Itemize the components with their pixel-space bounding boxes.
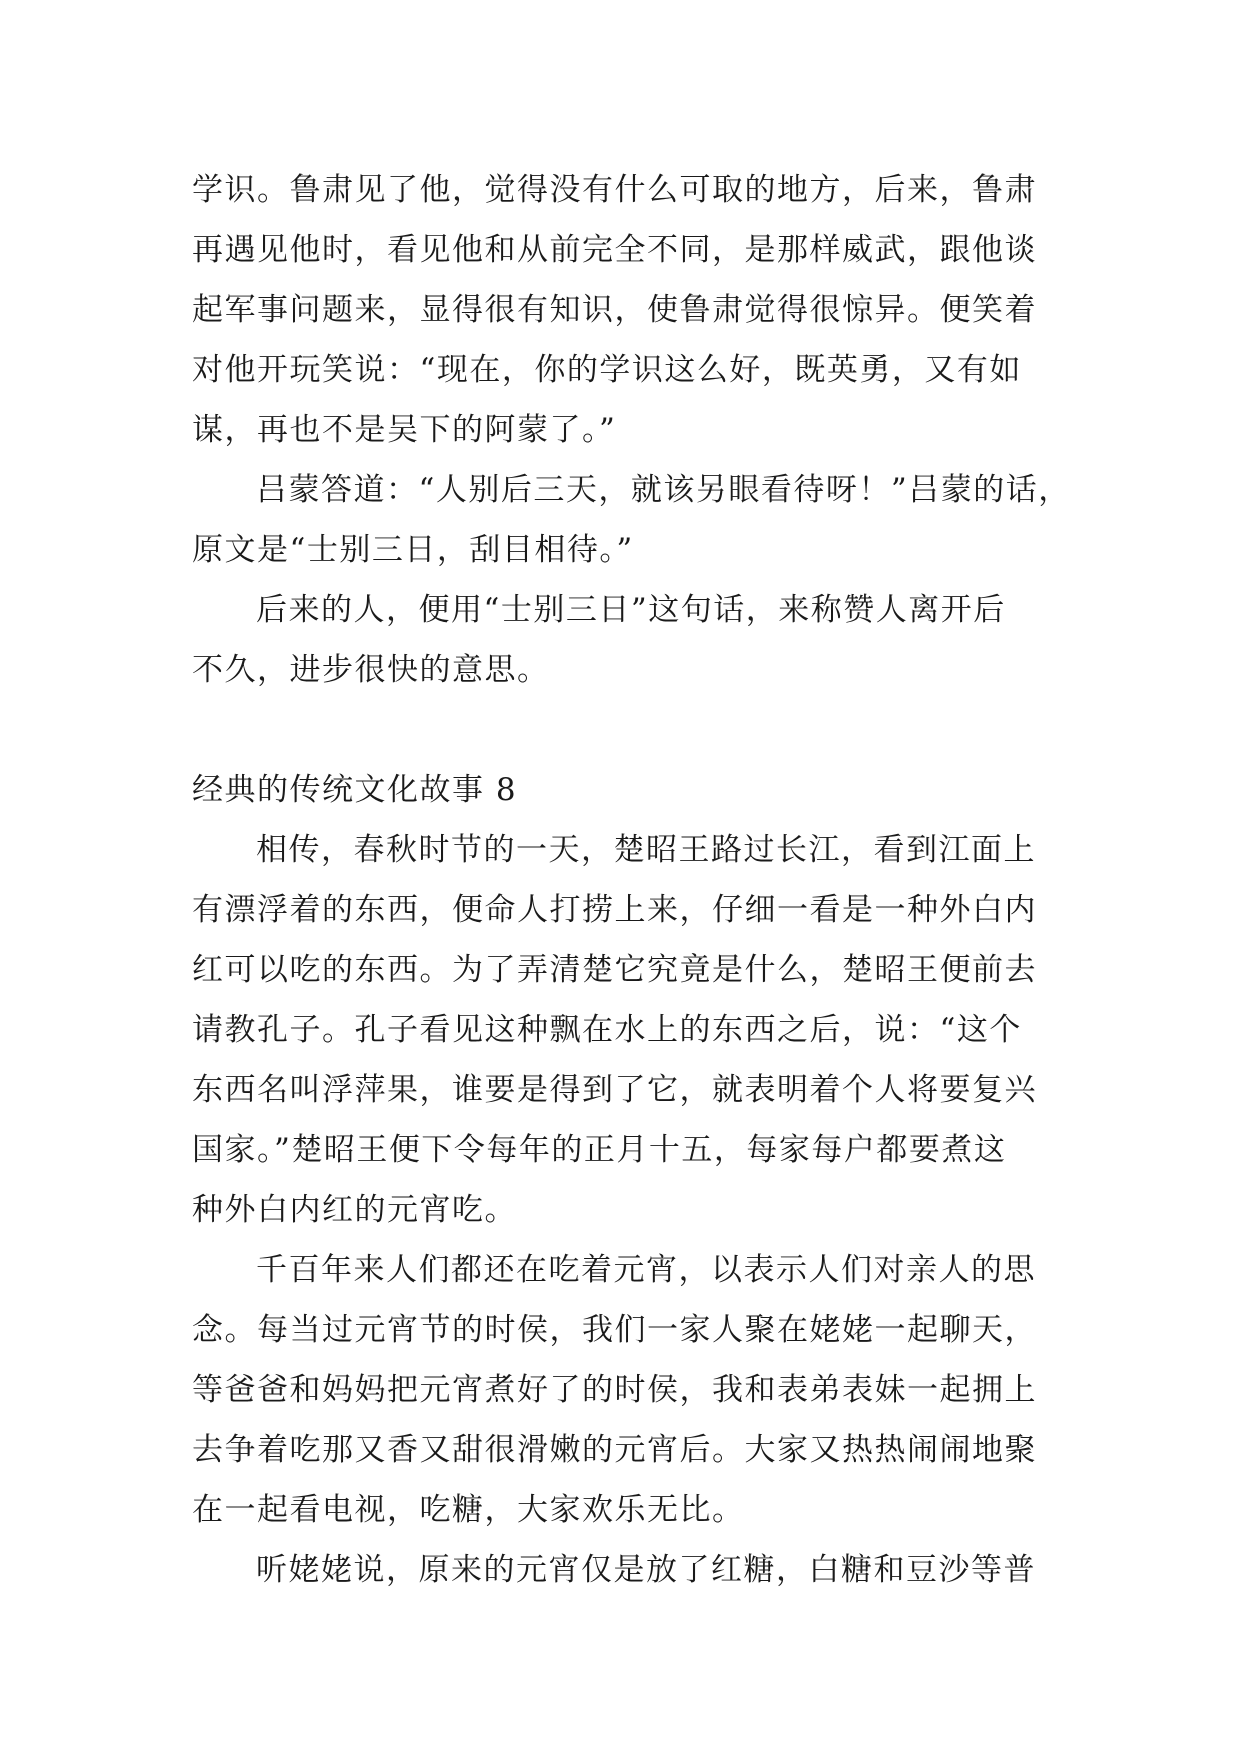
text-line: 在一起看电视，吃糖，大家欢乐无比。	[192, 1492, 745, 1528]
text-line: 请教孔子。孔子看见这种飘在水上的东西之后，说：“这个	[192, 1012, 1022, 1048]
text-line: 种外白内红的元宵吃。	[192, 1192, 517, 1228]
text-line: 有漂浮着的东西，便命人打捞上来，仔细一看是一种外白内	[192, 892, 1037, 928]
text-line: 后来的人，便用“士别三日”这句话，来称赞人离开后	[256, 592, 1006, 628]
text-line: 红可以吃的东西。为了弄清楚它究竟是什么，楚昭王便前去	[192, 952, 1037, 988]
text-line: 再遇见他时，看见他和从前完全不同，是那样威武，跟他谈	[192, 232, 1037, 268]
text-line: 等爸爸和妈妈把元宵煮好了的时侯，我和表弟表妹一起拥上	[192, 1372, 1037, 1408]
text-line: 谋，再也不是吴下的阿蒙了。”	[192, 412, 617, 448]
paragraph-chuzhao-legend	[192, 820, 1052, 1240]
paragraph-lumeng-continuation	[192, 160, 1052, 460]
text-line: 起军事问题来，显得很有知识，使鲁肃觉得很惊异。便笑着	[192, 292, 1037, 328]
spacer	[192, 700, 1052, 760]
paragraph-family-yuanxiao	[192, 1240, 1052, 1540]
document-body	[192, 160, 1071, 1600]
text-line: 念。每当过元宵节的时侯，我们一家人聚在姥姥一起聊天，	[192, 1312, 1037, 1348]
text-line: 相传，春秋时节的一天，楚昭王路过长江，看到江面上	[256, 832, 1036, 868]
text-line: 听姥姥说，原来的元宵仅是放了红糖，白糖和豆沙等普	[256, 1552, 1036, 1588]
text-line: 不久，进步很快的意思。	[192, 652, 550, 688]
text-line: 吕蒙答道：“人别后三天，就该另眼看待呀！”吕蒙的话，	[256, 472, 1071, 508]
paragraph-grandma-said	[192, 1540, 1052, 1600]
section-heading: 经典的传统文化故事 8	[192, 772, 518, 808]
paragraph-later-usage	[192, 580, 1052, 700]
paragraph-lumeng-reply	[192, 460, 1071, 580]
text-line: 东西名叫浮萍果，谁要是得到了它，就表明着个人将要复兴	[192, 1072, 1037, 1108]
text-line: 原文是“士别三日，刮目相待。”	[192, 532, 634, 568]
text-line: 对他开玩笑说：“现在，你的学识这么好，既英勇，又有如	[192, 352, 1022, 388]
text-line: 学识。鲁肃见了他，觉得没有什么可取的地方，后来，鲁肃	[192, 172, 1037, 208]
text-line: 国家。”楚昭王便下令每年的正月十五，每家每户都要煮这	[192, 1132, 1007, 1168]
text-line: 去争着吃那又香又甜很滑嫩的元宵后。大家又热热闹闹地聚	[192, 1432, 1037, 1468]
text-line: 千百年来人们都还在吃着元宵，以表示人们对亲人的思	[256, 1252, 1036, 1288]
